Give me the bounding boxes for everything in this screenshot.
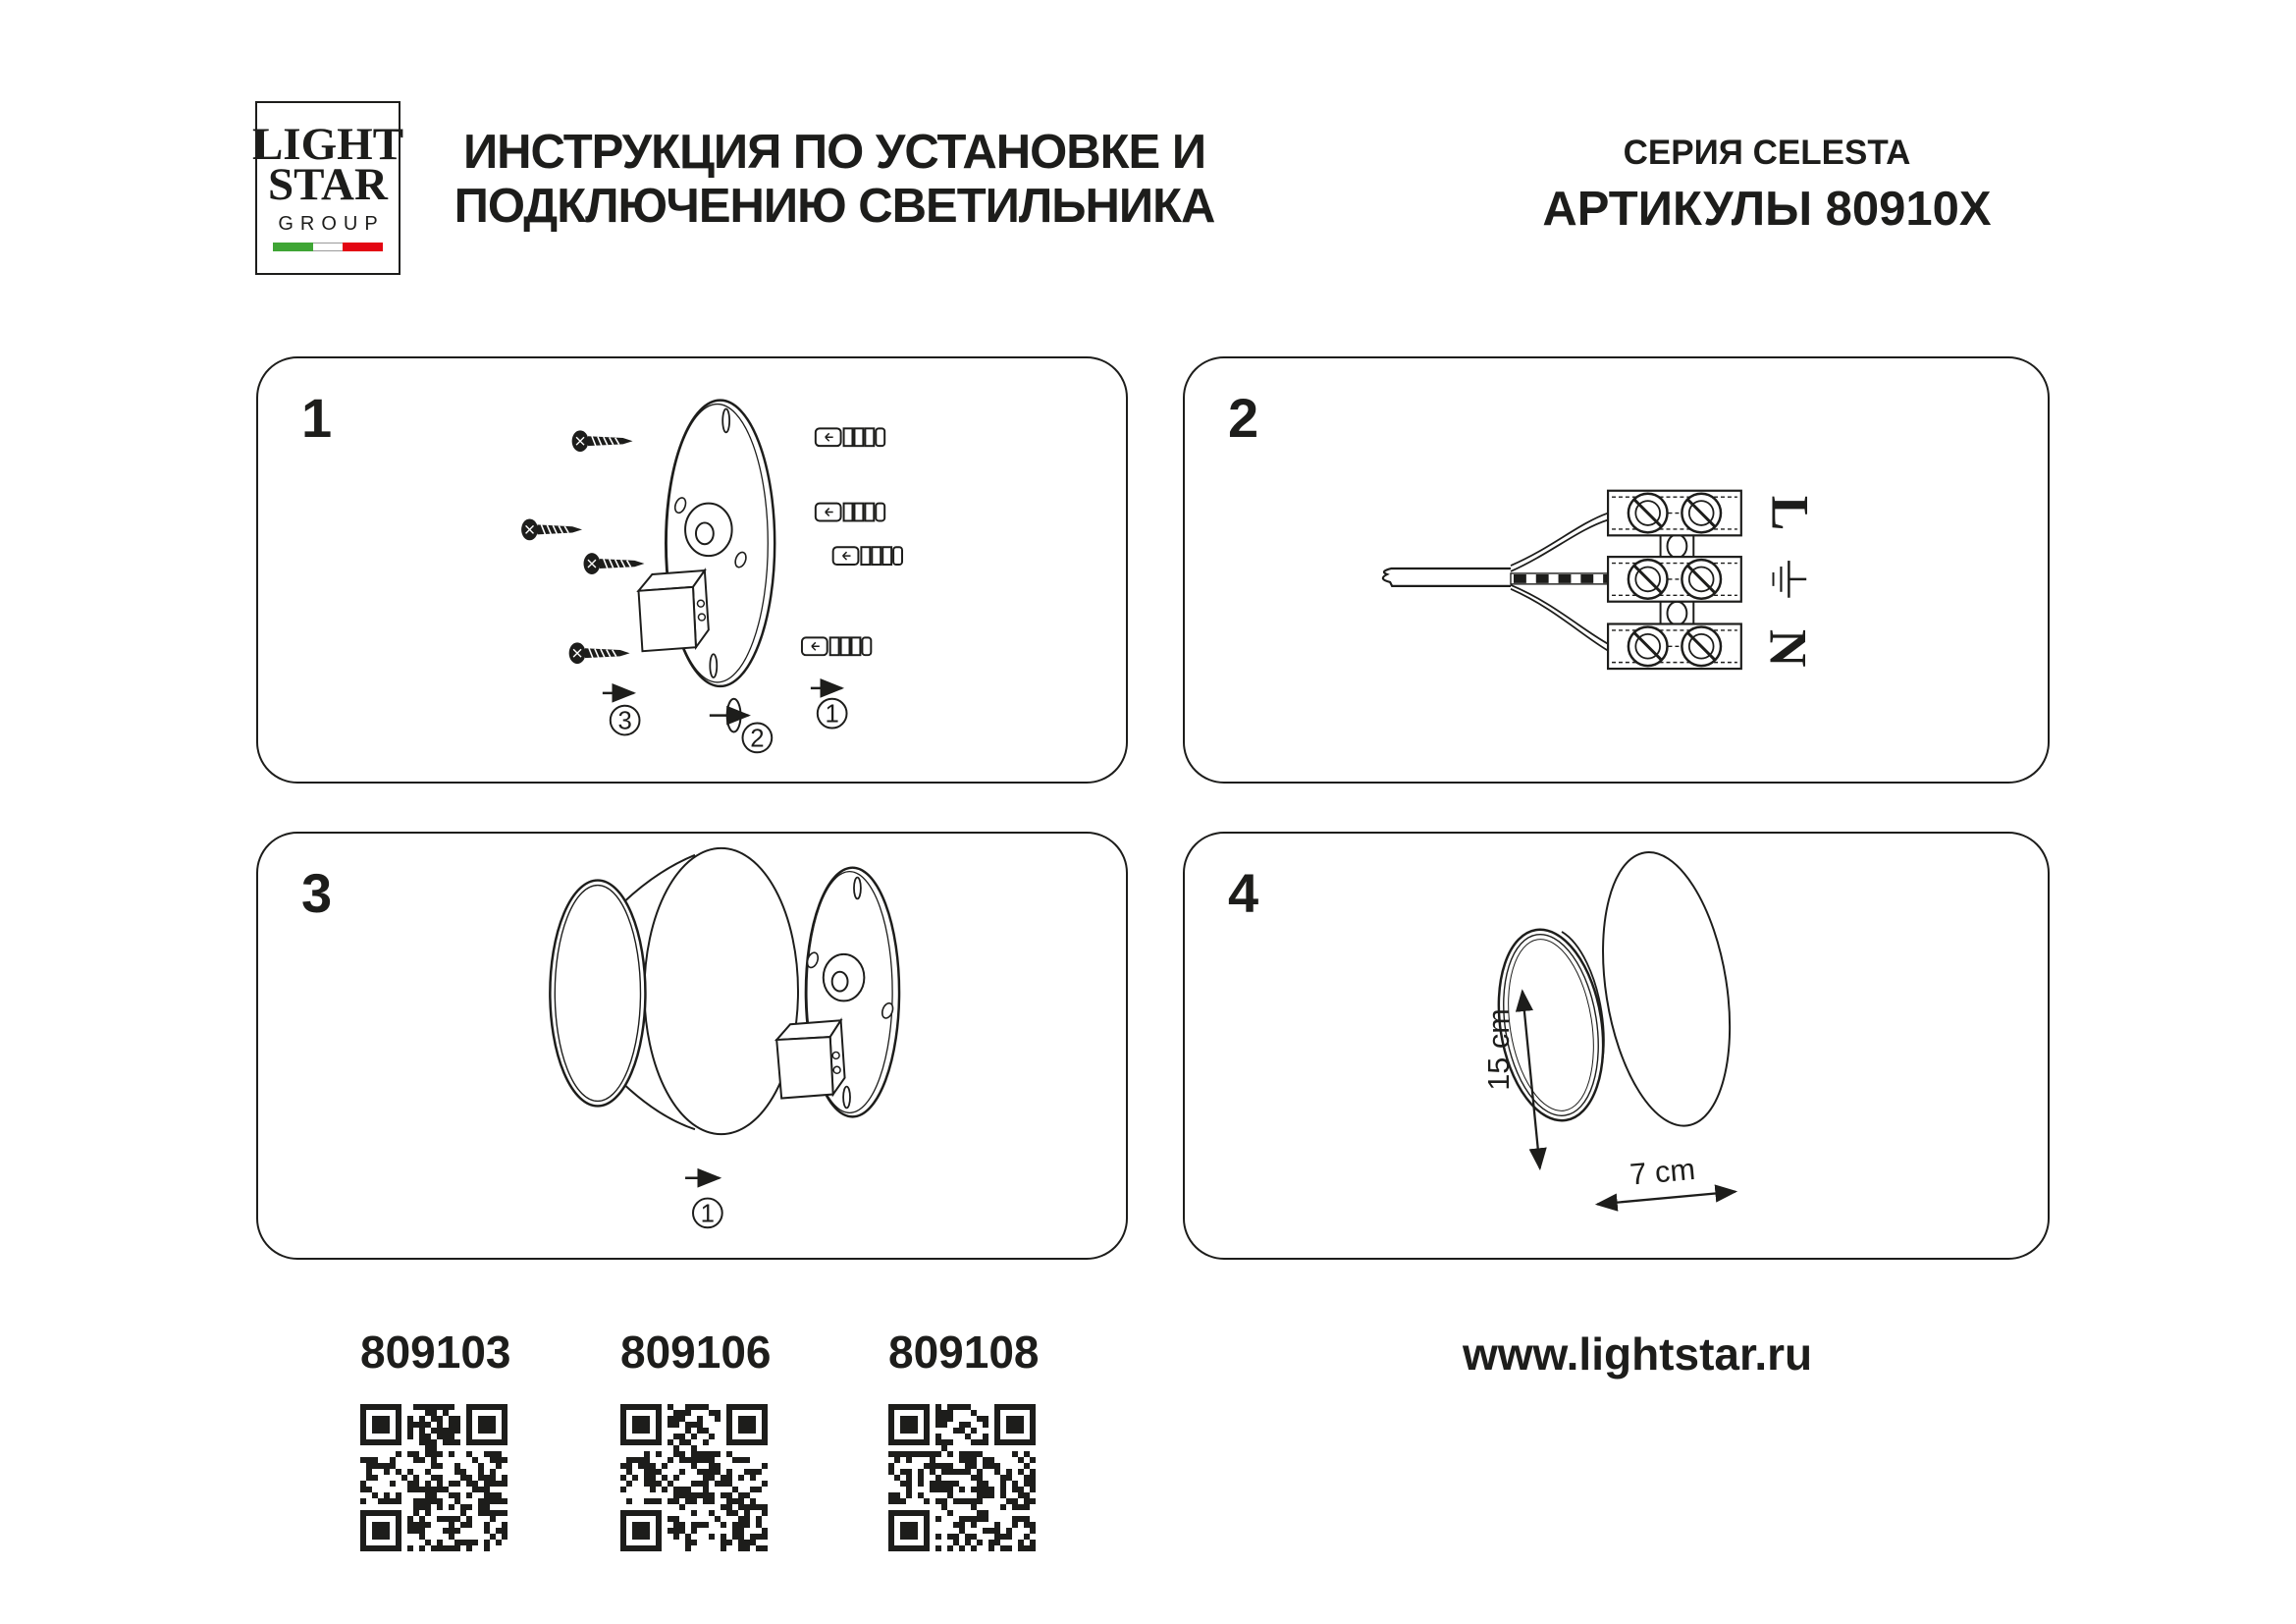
step-arrows [603, 688, 847, 752]
logo-word-light: LIGHT [251, 118, 404, 170]
flag-white-stripe [313, 243, 342, 251]
step-number: 3 [617, 707, 632, 735]
dowel-icon [816, 428, 884, 446]
qr-code [888, 1404, 1036, 1551]
dimensions-diagram [1185, 834, 2048, 1258]
screw-icon [521, 518, 582, 540]
panel-2-number: 2 [1228, 387, 1259, 449]
articles-code: АРТИКУЛЫ 80910X [1542, 183, 1992, 236]
width-dimension-label: 7 cm [1628, 1151, 1697, 1192]
italian-flag-icon [273, 243, 383, 251]
screw-icon [572, 430, 633, 452]
logo-word-group: GROUP [278, 213, 385, 236]
screw-icon [569, 642, 630, 664]
mounting-plate-drawing [639, 401, 775, 686]
panel-1-number: 1 [301, 387, 333, 449]
width-dimension [1597, 1192, 1735, 1205]
step-panel-3 [256, 832, 1128, 1260]
terminal-block-drawing [1608, 491, 1741, 669]
qr-block [620, 1326, 772, 1551]
terminal-box-drawing [639, 570, 709, 651]
lamp-side-drawing [1476, 843, 1747, 1153]
height-dimension-label: 15 cm [1481, 1008, 1517, 1091]
neutral-label: N [1758, 628, 1818, 668]
dowel-icon [833, 547, 902, 565]
flag-green-stripe [273, 243, 313, 251]
flag-red-stripe [343, 243, 383, 251]
page-title-line2: ПОДКЛЮЧЕНИЮ СВЕТИЛЬНИКА [454, 179, 1215, 233]
panel-3-number: 3 [301, 862, 333, 924]
wall-plate-drawing [776, 868, 899, 1117]
series-header [1492, 134, 2042, 237]
dowel-icon [816, 504, 884, 521]
lamp-mounting-diagram [258, 834, 1126, 1258]
series-name: СЕРИЯ CELESTA [1623, 134, 1911, 172]
lamp-drawing [550, 848, 798, 1134]
qr-block [888, 1326, 1040, 1551]
terminal-box-drawing [776, 1020, 844, 1098]
article-number: 809106 [620, 1326, 772, 1378]
earth-symbol-icon [1774, 561, 1807, 598]
article-number: 809108 [888, 1326, 1040, 1378]
wiring-diagram [1185, 358, 2048, 782]
lightstar-logo [251, 101, 404, 275]
article-number: 809103 [360, 1326, 511, 1378]
website-url: www.lightstar.ru [1463, 1328, 1813, 1380]
qr-block [360, 1326, 511, 1551]
page-title-line1: ИНСТРУКЦИЯ ПО УСТАНОВКЕ И [462, 126, 1206, 179]
step-number: 1 [825, 700, 839, 729]
cable-drawing [1383, 514, 1609, 652]
dowel-icon [802, 637, 871, 655]
logo-word-star: STAR [268, 159, 388, 210]
live-label: L [1760, 495, 1820, 531]
step-number: 2 [750, 725, 765, 753]
screw-icon [584, 553, 645, 574]
step-number: 1 [700, 1200, 716, 1228]
page-title [442, 126, 1227, 234]
step-panel-2 [1183, 356, 2050, 784]
step-panel-4 [1183, 832, 2050, 1260]
step-panel-1 [256, 356, 1128, 784]
qr-code [620, 1404, 768, 1551]
panel-4-number: 4 [1228, 862, 1259, 924]
qr-code [360, 1404, 507, 1551]
mounting-diagram [258, 358, 1126, 782]
